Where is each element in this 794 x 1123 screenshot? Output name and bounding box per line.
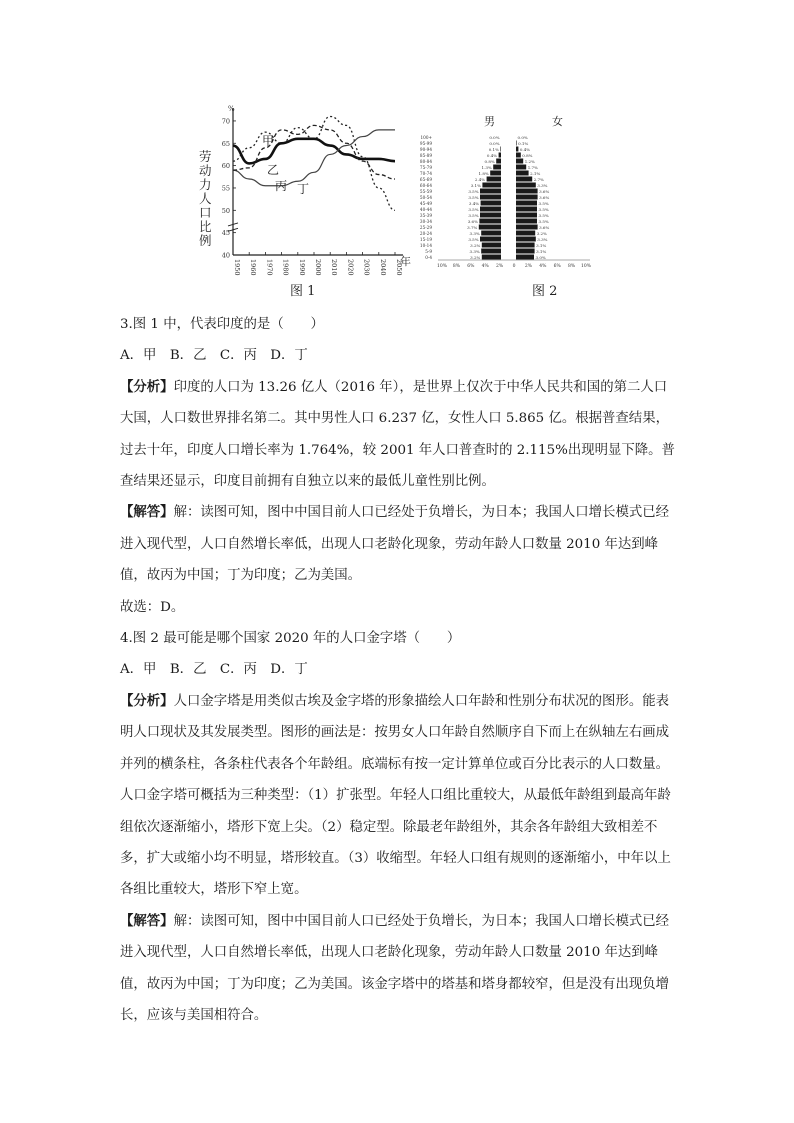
figure-1-x-tick-label: 1990 bbox=[297, 259, 306, 276]
pyramid-bar-female bbox=[516, 231, 535, 236]
pyramid-bar-female bbox=[516, 147, 518, 152]
question-content bbox=[120, 309, 680, 1031]
pyramid-bar-male bbox=[496, 159, 501, 164]
pyramid-age-label: 50-54 bbox=[419, 194, 432, 200]
pyramid-female-value: 3.5% bbox=[538, 212, 549, 218]
pyramid-age-label: 70-74 bbox=[419, 170, 432, 176]
pyramid-bar-female bbox=[516, 177, 532, 182]
pyramid-male-value: 3.6% bbox=[467, 218, 478, 224]
pyramid-bar-male bbox=[480, 195, 501, 200]
pyramid-age-label: 80-84 bbox=[419, 158, 432, 164]
figure-2-pyramid bbox=[418, 108, 598, 278]
pyramid-bar-male bbox=[481, 231, 501, 236]
q4-answer bbox=[120, 906, 680, 1032]
pyramid-male-value: 0.0% bbox=[489, 140, 500, 146]
figure-2-x-tick-label: 0 bbox=[512, 264, 516, 269]
figure-1-y-unit: % bbox=[228, 105, 235, 113]
pyramid-male-value: 0.8% bbox=[484, 158, 495, 164]
figure-1-y-tick-label: 65 bbox=[221, 139, 230, 148]
pyramid-bar-male bbox=[482, 183, 501, 188]
pyramid-female-value: 2.7% bbox=[533, 176, 544, 182]
pyramid-bar-female bbox=[516, 189, 538, 194]
figure-1-series-label-yi: 乙 bbox=[267, 163, 280, 177]
q4-stem: 4.图 2 最可能是哪个国家 2020 年的人口金字塔（ ） bbox=[120, 631, 461, 647]
pyramid-age-label: 40-44 bbox=[419, 206, 432, 212]
pyramid-age-label: 20-24 bbox=[419, 230, 432, 236]
pyramid-age-label: 95-99 bbox=[419, 140, 432, 146]
pyramid-male-value: 0.1% bbox=[488, 146, 499, 152]
pyramid-bar-male bbox=[479, 225, 501, 230]
pyramid-bar-female bbox=[516, 237, 536, 242]
figure-2-x-tick-label: 4% bbox=[539, 264, 547, 269]
figure-2-x-tick-label: 6% bbox=[553, 264, 561, 269]
pyramid-male-value: 0.0% bbox=[489, 134, 500, 140]
figure-1-series-label-jia: 甲 bbox=[262, 134, 275, 148]
pyramid-bar-male bbox=[490, 171, 501, 176]
figure-1-series-line-乙 bbox=[233, 139, 395, 164]
pyramid-bar-female bbox=[516, 201, 537, 206]
figure-1-y-tick-label: 70 bbox=[221, 117, 230, 126]
pyramid-bar-female bbox=[516, 207, 537, 212]
figure-1-x-tick-label: 2020 bbox=[346, 259, 355, 276]
pyramid-bar-male bbox=[479, 219, 501, 224]
pyramid-bar-male bbox=[480, 207, 501, 212]
figure-1-series-label-bing: 丙 bbox=[275, 179, 288, 193]
pyramid-age-label: 35-39 bbox=[419, 212, 432, 218]
q3-analysis-text: 印度的人口为 13.26 亿人（2016 年），是世界上仅次于中华人民共和国的第二人口大国，人口数世界排名第二。其中男性人口 6.237 亿，女性人口 5.865 亿。根据普查结果，过去十年，印度人口增长率为 1.764%，较 2001 年人口普查时的 2.115%出现明显下降。普查结果还显示，印度目前拥有自独立以来的最低儿童性别比例。 bbox=[120, 379, 675, 490]
pyramid-male-value: 3.4% bbox=[468, 200, 480, 206]
pyramid-bar-male bbox=[500, 147, 501, 152]
pyramid-male-value: 1.8% bbox=[478, 170, 489, 176]
pyramid-bar-female bbox=[516, 183, 536, 188]
figure-1-x-tick-label: 1980 bbox=[281, 259, 290, 276]
q3-options: A．甲 B．乙 C．丙 D．丁 bbox=[120, 348, 308, 364]
pyramid-bar-female bbox=[516, 159, 523, 164]
pyramid-age-label: 60-64 bbox=[419, 182, 432, 188]
pyramid-female-value: 3.6% bbox=[539, 188, 550, 194]
pyramid-bar-male bbox=[481, 201, 501, 206]
q4-analysis-text: 人口金字塔是用类似古埃及金字塔的形象描绘人口年龄和性别分布状况的图形。能表明人口现状及其发展类型。图形的画法是：按男女人口年龄自然顺序自下而上在纵轴左右画成并列的横条柱，各条柱代表各个年龄组。底端标有按一定计算单位或百分比表示的人口数量。人口金字塔可概括为三种类型：（1）扩张型。年轻人口组比重较大，从最低年龄组到最高年龄组依次逐渐缩小，塔形下宽上尖。（2）稳定型。除最老年龄组外，其余各年龄组大致相差不多，扩大或缩小均不明显，塔形较直。（3）收缩型。年轻人口组有规则的逐渐缩小，中年以上各组比重较大，塔形下窄上宽。 bbox=[120, 693, 671, 898]
pyramid-male-value: 3.2% bbox=[470, 242, 481, 248]
pyramid-female-value: 3.0% bbox=[535, 254, 546, 260]
pyramid-female-value: 1.2% bbox=[524, 158, 535, 164]
figure-2-bars bbox=[420, 135, 550, 260]
figure-2-axis bbox=[437, 260, 592, 269]
figure-1-series bbox=[233, 116, 395, 210]
figure-1-series-line-甲 bbox=[233, 116, 395, 210]
figure-1-x-tick-label: 2040 bbox=[378, 259, 387, 276]
q3-answer-text: 解：读图可知，图中中国目前人口已经处于负增长，为日本；我国人口增长模式已经进入现代型，人口自然增长率低，出现人口老龄化现象，劳动年龄人口数量 2010 年达到峰值，故丙为中国；丁为印度；乙为美国。 bbox=[120, 505, 670, 584]
pyramid-female-value: 0.0% bbox=[517, 134, 528, 140]
pyramid-male-value: 0.4% bbox=[486, 152, 498, 158]
figure-1-series-label-ding: 丁 bbox=[297, 182, 310, 196]
pyramid-female-value: 3.3% bbox=[537, 182, 548, 188]
pyramid-age-label: 45-49 bbox=[419, 200, 432, 206]
q3-answer bbox=[120, 497, 680, 591]
pyramid-male-value: 1.3% bbox=[481, 164, 492, 170]
pyramid-age-label: 10-14 bbox=[419, 242, 432, 248]
pyramid-bar-female bbox=[516, 213, 537, 218]
q4-analysis-tag: 【分析】 bbox=[120, 692, 174, 709]
pyramid-female-value: 3.2% bbox=[536, 230, 547, 236]
pyramid-male-value: 3.7% bbox=[467, 224, 478, 230]
pyramid-bar-female bbox=[516, 195, 538, 200]
pyramid-male-value: 3.1% bbox=[470, 182, 481, 188]
figure-2-x-tick-label: 4% bbox=[481, 264, 489, 269]
figure-1-x-tick-label: 1960 bbox=[249, 259, 258, 276]
pyramid-male-value: 3.5% bbox=[468, 212, 479, 218]
figure-1-x-tick-label: 2050 bbox=[395, 259, 403, 276]
pyramid-bar-male bbox=[480, 237, 501, 242]
q3-stem: 3.图 1 中，代表印度的是（ ） bbox=[120, 317, 324, 332]
figure-2-x-tick-label: 8% bbox=[568, 264, 576, 269]
figure-2-x-tick-label: 2% bbox=[524, 264, 532, 269]
pyramid-male-value: 3.5% bbox=[468, 206, 479, 212]
pyramid-female-value: 3.1% bbox=[536, 248, 547, 254]
figure-2-x-tick-label: 10% bbox=[436, 264, 448, 269]
figure-1-y-tick-labels bbox=[222, 117, 236, 259]
pyramid-bar-male bbox=[480, 189, 501, 194]
pyramid-male-value: 3.5% bbox=[468, 236, 479, 242]
figure-1-y-tick-label: 40 bbox=[221, 251, 230, 260]
pyramid-male-value: 3.5% bbox=[468, 188, 479, 194]
pyramid-bar-female bbox=[516, 141, 517, 146]
figure-2-x-tick-label: 6% bbox=[467, 264, 475, 269]
pyramid-male-value: 3.3% bbox=[469, 230, 480, 236]
pyramid-male-value: 3.5% bbox=[468, 194, 479, 200]
pyramid-female-value: 3.5% bbox=[538, 218, 549, 224]
figure-2-x-tick-label: 8% bbox=[452, 264, 460, 269]
figure-1-x-tick-label: 2010 bbox=[330, 259, 339, 276]
q3-answer-tag: 【解答】 bbox=[120, 504, 174, 521]
pyramid-female-value: 3.5% bbox=[538, 206, 549, 212]
pyramid-bar-male bbox=[499, 153, 501, 158]
pyramid-age-label: 90-94 bbox=[419, 146, 432, 152]
pyramid-female-value: 3.6% bbox=[539, 224, 550, 230]
pyramid-bar-female bbox=[516, 225, 538, 230]
figure-1-y-tick-label: 45 bbox=[221, 229, 230, 238]
figure-2-female-label: 女 bbox=[552, 115, 563, 128]
pyramid-age-label: 55-59 bbox=[419, 188, 432, 194]
figure-1-ylabel: 劳动力人口比例 bbox=[199, 149, 212, 248]
pyramid-bar-female bbox=[516, 249, 535, 254]
figure-1-chart bbox=[195, 100, 420, 300]
figure-1-y-tick-label: 55 bbox=[221, 184, 230, 193]
pyramid-male-value: 3.2% bbox=[470, 254, 481, 260]
pyramid-bar-male bbox=[481, 249, 501, 254]
pyramid-bar-male bbox=[487, 177, 501, 182]
figure-2-caption: 图 2 bbox=[532, 284, 558, 299]
pyramid-bar-male bbox=[482, 255, 501, 260]
pyramid-age-label: 30-34 bbox=[419, 218, 432, 224]
pyramid-age-label: 100+ bbox=[420, 134, 432, 140]
q3-choice: 故选：D。 bbox=[120, 599, 185, 615]
q4-answer-tag: 【解答】 bbox=[120, 912, 174, 929]
pyramid-bar-female bbox=[516, 153, 521, 158]
figure-1-x-unit: 年 bbox=[400, 255, 411, 268]
figure-1-y-tick-label: 60 bbox=[221, 162, 230, 171]
pyramid-female-value: 2.1% bbox=[530, 170, 541, 176]
pyramid-age-label: 25-29 bbox=[419, 224, 432, 230]
pyramid-bar-male bbox=[482, 243, 501, 248]
pyramid-female-value: 3.5% bbox=[538, 200, 549, 206]
q4-options: A．甲 B．乙 C．丙 D．丁 bbox=[120, 662, 308, 678]
pyramid-female-value: 0.8% bbox=[522, 152, 533, 158]
pyramid-male-value: 2.4% bbox=[474, 176, 486, 182]
pyramid-bar-male bbox=[480, 213, 501, 218]
pyramid-male-value: 3.3% bbox=[469, 248, 480, 254]
pyramid-bar-female bbox=[516, 219, 537, 224]
figure-1-caption: 图 1 bbox=[290, 284, 316, 299]
figure-2-x-tick-label: 10% bbox=[580, 264, 592, 269]
pyramid-age-label: 5-9 bbox=[425, 248, 432, 254]
figure-1-y-tick-label: 50 bbox=[221, 206, 230, 215]
pyramid-bar-female bbox=[516, 171, 529, 176]
figure-1-x-tick-label: 2000 bbox=[314, 259, 322, 276]
pyramid-age-label: 0-4 bbox=[425, 254, 432, 260]
pyramid-age-label: 85-89 bbox=[419, 152, 432, 158]
pyramid-female-value: 0.1% bbox=[518, 140, 529, 146]
pyramid-female-value: 1.7% bbox=[527, 164, 538, 170]
q4-analysis bbox=[120, 686, 680, 906]
pyramid-bar-female bbox=[516, 165, 526, 170]
figure-2-male-label: 男 bbox=[484, 115, 495, 128]
figure-1-x-tick-label: 1970 bbox=[265, 259, 274, 276]
figure-1-x-tick-label: 1950 bbox=[233, 259, 241, 276]
pyramid-age-label: 75-79 bbox=[419, 164, 432, 170]
pyramid-female-value: 3.6% bbox=[539, 194, 550, 200]
figure-2-x-tick-label: 2% bbox=[496, 264, 504, 269]
pyramid-female-value: 3.3% bbox=[537, 236, 548, 242]
pyramid-age-label: 15-19 bbox=[419, 236, 432, 242]
pyramid-bar-male bbox=[493, 165, 501, 170]
pyramid-female-value: 3.1% bbox=[536, 242, 547, 248]
pyramid-bar-female bbox=[516, 243, 535, 248]
q4-answer-text: 解：读图可知，图中中国目前人口已经处于负增长，为日本；我国人口增长模式已经进入现代型，人口自然增长率低，出现人口老龄化现象，劳动年龄人口数量 2010 年达到峰值，故丙为中国；丁为印度；乙为美国。该金字塔中的塔基和塔身都较窄，但是没有出现负增长，应该与美国相符合。 bbox=[120, 913, 670, 1023]
pyramid-age-label: 65-69 bbox=[419, 176, 432, 182]
q3-analysis bbox=[120, 372, 680, 498]
pyramid-bar-female bbox=[516, 255, 534, 260]
q3-analysis-tag: 【分析】 bbox=[120, 378, 174, 395]
pyramid-female-value: 0.4% bbox=[519, 146, 531, 152]
figure-1-x-tick-label: 2030 bbox=[362, 259, 371, 276]
